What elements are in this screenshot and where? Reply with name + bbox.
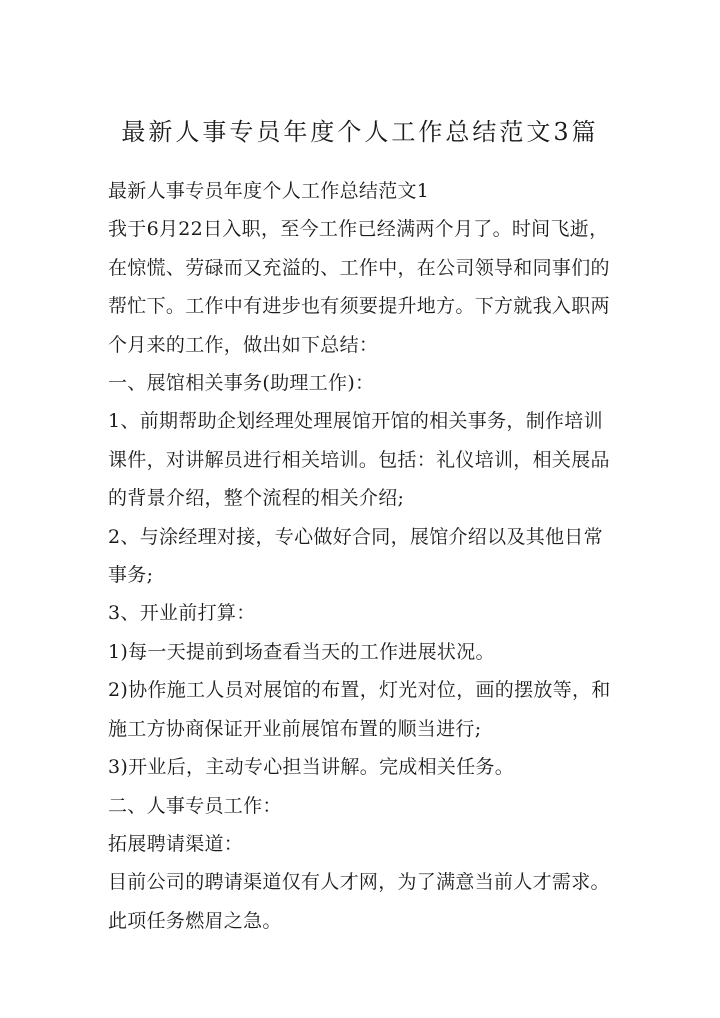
text-line: 个月来的工作，做出如下总结： (108, 333, 379, 356)
document-body (108, 172, 618, 940)
text-line: 拓展聘请渠道： (108, 832, 244, 855)
text-line: 此项任务燃眉之急。 (108, 909, 282, 932)
text-line: 目前公司的聘请渠道仅有人才网，为了满意当前人才需求。 (108, 871, 610, 894)
document-title: 最新人事专员年度个人工作总结范文3篇 (121, 118, 599, 146)
section-heading: 二、人事专员工作： (108, 794, 282, 817)
text-line: 事务; (108, 564, 154, 587)
text-line: 我于6月22日入职，至今工作已经满两个月了。时间飞逝， (108, 218, 609, 241)
text-line: 1、前期帮助企划经理处理展馆开馆的相关事务，制作培训 (108, 410, 603, 433)
text-line: 2)协作施工人员对展馆的布置，灯光对位，画的摆放等，和 (108, 679, 611, 702)
text-line: 3、开业前打算： (108, 602, 256, 625)
text-line: 施工方协商保证开业前展馆布置的顺当进行; (108, 717, 482, 740)
text-line: 在惊慌、劳碌而又充溢的、工作中，在公司领导和同事们的 (108, 256, 610, 279)
text-line: 帮忙下。工作中有进步也有须要提升地方。下方就我入职两 (108, 295, 610, 318)
text-line: 的背景介绍，整个流程的相关介绍; (108, 487, 405, 510)
text-line: 3)开业后，主动专心担当讲解。完成相关任务。 (108, 756, 515, 779)
section-heading: 一、展馆相关事务(助理工作)： (108, 372, 375, 395)
text-line: 1)每一天提前到场查看当天的工作进展状况。 (108, 640, 495, 663)
text-line: 2、与涂经理对接，专心做好合同，展馆介绍以及其他日常 (108, 525, 603, 548)
text-line: 最新人事专员年度个人工作总结范文1 (108, 180, 430, 202)
text-line: 课件，对讲解员进行相关培训。包括：礼仪培训，相关展品 (108, 448, 610, 471)
